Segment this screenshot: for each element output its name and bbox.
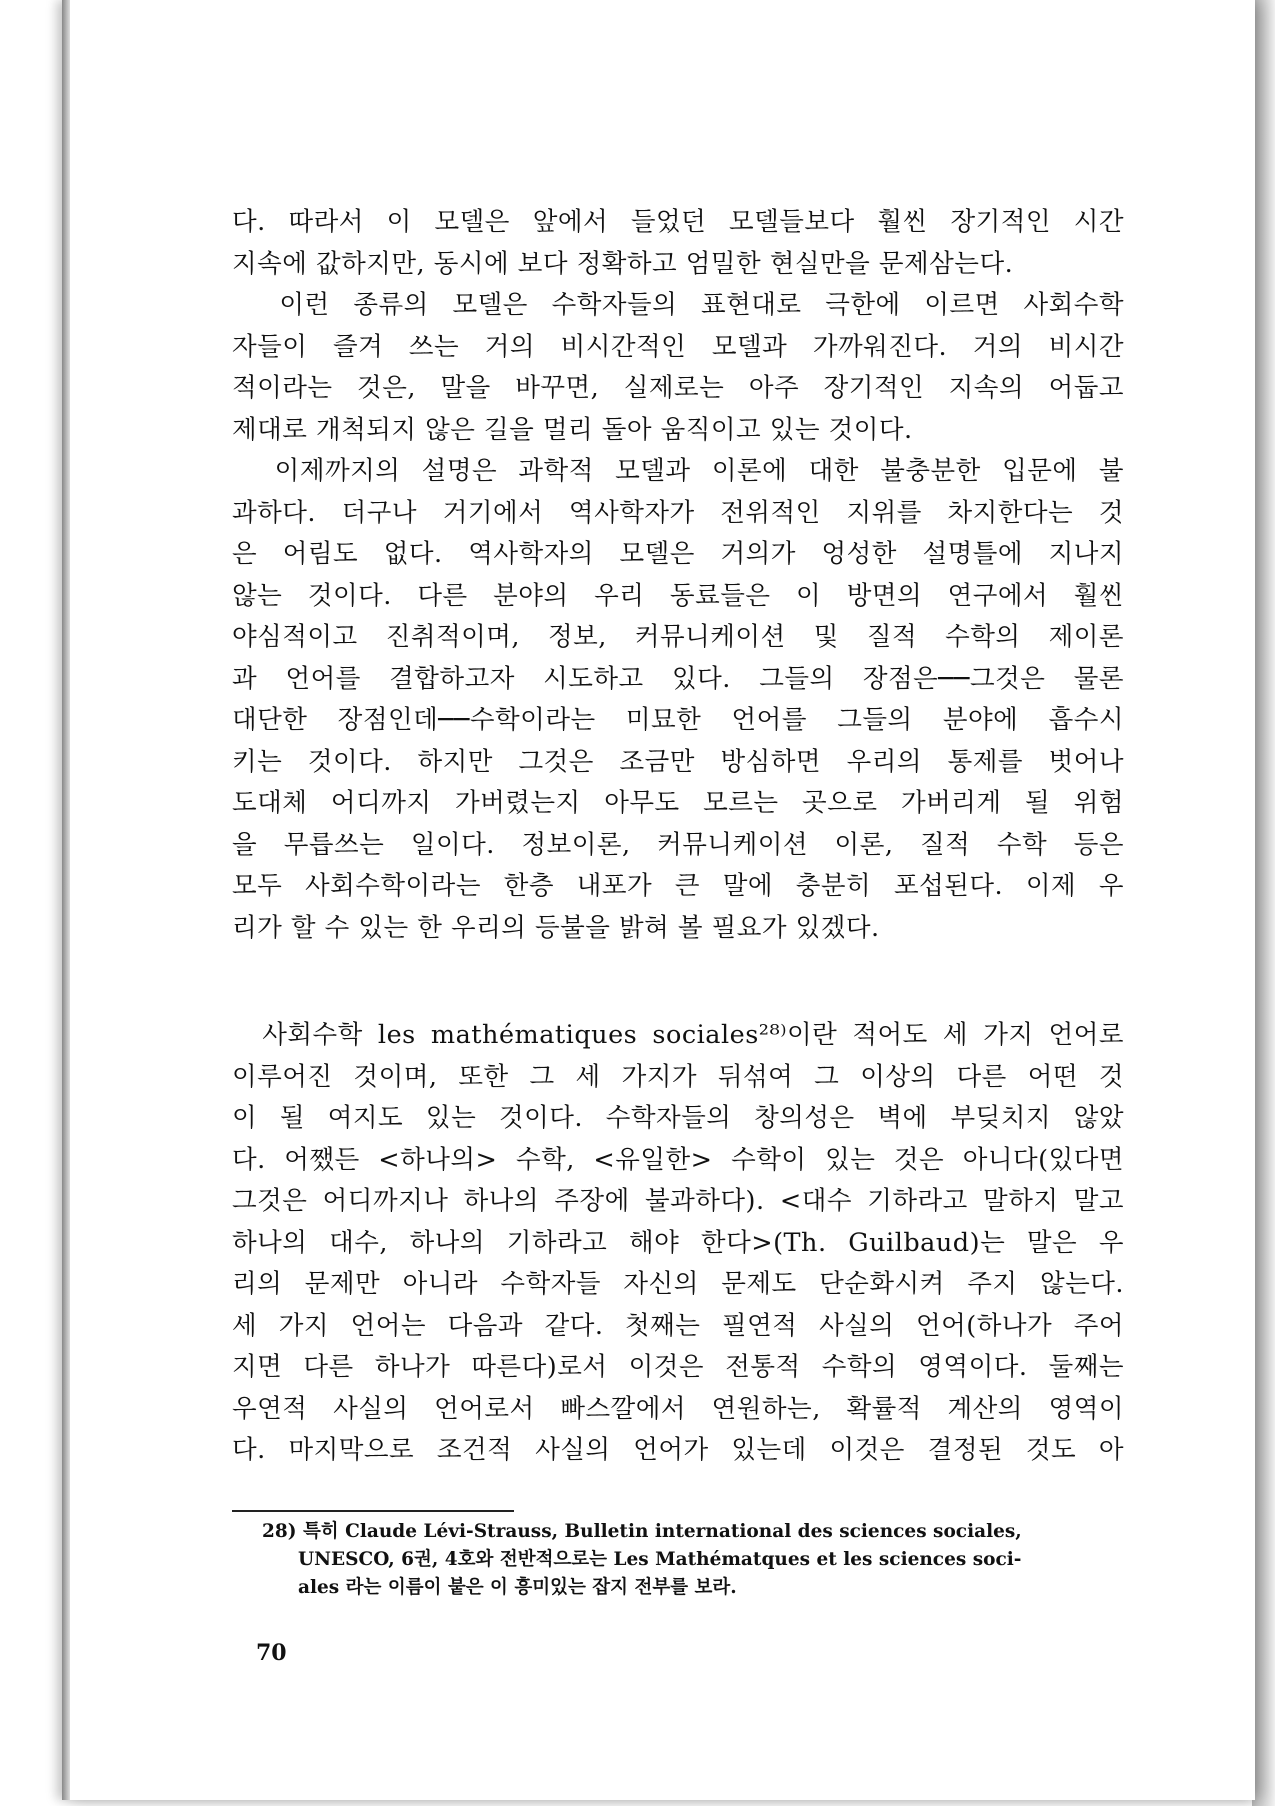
text-line: 이제까지의 설명은 과학적 모델과 이론에 대한 불충분한 입문에 불 [232,456,1124,486]
text-line: 과하다. 더구나 거기에서 역사학자가 전위적인 지위를 차지한다는 것 [232,497,1124,528]
text-line: 키는 것이다. 하지만 그것은 조금만 방심하면 우리의 통제를 벗어나 [232,746,1124,777]
footnote-line: UNESCO, 6권, 4호와 전반적으로는 Les Mathématques et les sciences soci- [298,1549,1022,1570]
page-number: 70 [256,1640,287,1666]
text-line: 자들이 즐겨 쓰는 거의 비시간적인 모델과 가까워진다. 거의 비시간 [232,331,1124,362]
text-line: 야심적이고 진취적이며, 정보, 커뮤니케이션 및 질적 수학의 제이론 [232,622,1124,652]
text-line: 하나의 대수, 하나의 기하라고 해야 한다>(Th. Guilbaud)는 말은 우 [232,1227,1124,1258]
text-line: 우연적 사실의 언어로서 빠스깔에서 연원하는, 확률적 계산의 영역이 [232,1393,1124,1424]
paragraph-block-2 [232,1015,1124,1472]
text-line: 리가 할 수 있는 한 우리의 등불을 밝혀 볼 필요가 있겠다. [232,912,880,943]
text-line: 적이라는 것은, 말을 바꾸면, 실제로는 아주 장기적인 지속의 어둡고 [232,373,1124,403]
text-line: 다. 어쨌든 <하나의> 수학, <유일한> 수학이 있는 것은 아니다(있다면 [232,1144,1124,1175]
text-line: 사회수학 les mathématiques sociales²⁸⁾이란 적어도 세 가지 언어로 [232,1020,1124,1050]
footnote-rule [232,1510,514,1512]
text-line: 리의 문제만 아니라 수학자들 자신의 문제도 단순화시켜 주지 않는다. [232,1269,1124,1299]
text-line: 을 무릅쓰는 일이다. 정보이론, 커뮤니케이션 이론, 질적 수학 등은 [232,829,1124,860]
text-line: 지면 다른 하나가 따른다)로서 이것은 전통적 수학의 영역이다. 둘째는 [232,1352,1124,1382]
text-line: 도대체 어디까지 가버렸는지 아무도 모르는 곳으로 가버리게 될 위험 [232,788,1124,818]
text-line: 않는 것이다. 다른 분야의 우리 동료들은 이 방면의 연구에서 훨씬 [232,580,1124,611]
footnote [262,1518,1120,1602]
text-line: 이 될 여지도 있는 것이다. 수학자들의 창의성은 벽에 부딪치지 않았 [232,1103,1124,1133]
body-text [232,202,1124,1472]
text-line: 다. 마지막으로 조건적 사실의 언어가 있는데 이것은 결정된 것도 아 [232,1435,1124,1465]
page-right-shadow [1252,0,1275,1806]
text-line: 이런 종류의 모델은 수학자들의 표현대로 극한에 이르면 사회수학 [232,290,1124,320]
footnote-line: 28) 특히 Claude Lévi-Strauss, Bulletin international des sciences sociales, [262,1521,1022,1542]
text-line: 제대로 개척되지 않은 길을 멀리 돌아 움직이고 있는 것이다. [232,414,913,445]
text-line: 그것은 어디까지나 하나의 주장에 불과하다). <대수 기하라고 말하지 말고 [232,1186,1124,1216]
text-line: 이루어진 것이며, 또한 그 세 가지가 뒤섞여 그 이상의 다른 어떤 것 [232,1061,1124,1092]
text-line: 지속에 값하지만, 동시에 보다 정확하고 엄밀한 현실만을 문제삼는다. [232,248,1014,279]
text-line: 과 언어를 결합하고자 시도하고 있다. 그들의 장점은──그것은 물론 [232,663,1124,694]
text-line: 모두 사회수학이라는 한층 내포가 큰 말에 충분히 포섭된다. 이제 우 [232,871,1124,901]
page-spine-edge [62,0,70,1800]
text-line: 은 어림도 없다. 역사학자의 모델은 거의가 엉성한 설명틀에 지나지 [232,539,1124,569]
text-line: 대단한 장점인데──수학이라는 미묘한 언어를 그들의 분야에 흡수시 [232,705,1124,735]
footnote-line: ales 라는 이름이 붙은 이 흥미있는 잡지 전부를 보라. [298,1577,737,1598]
text-line: 세 가지 언어는 다음과 같다. 첫째는 필연적 사실의 언어(하나가 주어 [232,1310,1124,1341]
paragraph-block-1 [232,202,1124,949]
text-line: 다. 따라서 이 모델은 앞에서 들었던 모델들보다 훨씬 장기적인 시간 [232,207,1124,237]
